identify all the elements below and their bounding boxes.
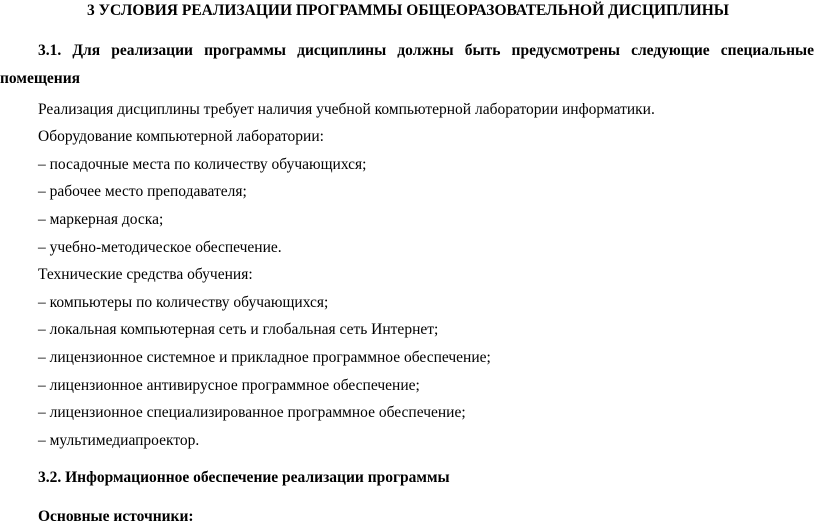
paragraph-requirement: Реализация дисциплины требует наличия учебной компьютерной лаборатории информатики. [38,101,655,118]
equipment-heading: Оборудование компьютерной лаборатории: [38,128,324,145]
list-item: – лицензионное специализированное программное обеспечение; [38,404,466,421]
list-item: – посадочные места по количеству обучающихся; [38,156,367,173]
list-item: – рабочее место преподавателя; [38,183,247,200]
list-item: – локальная компьютерная сеть и глобальная сеть Интернет; [38,321,439,338]
list-item: – мультимедиапроектор. [38,432,200,449]
list-item: – учебно-методическое обеспечение. [38,239,282,256]
list-item: – лицензионное системное и прикладное программное обеспечение; [38,349,491,366]
list-item: – маркерная доска; [38,211,164,228]
section-3-2-heading: 3.2. Информационное обеспечение реализации программы [38,469,450,486]
list-item: – лицензионное антивирусное программное обеспечение; [38,377,420,394]
page-title: 3 УСЛОВИЯ РЕАЛИЗАЦИИ ПРОГРАММЫ ОБЩЕОРАЗОВАТЕЛЬНОЙ ДИСЦИПЛИНЫ [86,2,729,19]
section-3-1-heading: 3.1. Для реализации программы дисциплины должны быть предусмотрены следующие специальные [38,42,814,59]
section-3-1-heading-continuation: помещения [0,70,81,87]
technical-means-heading: Технические средства обучения: [38,266,253,283]
list-item: – компьютеры по количеству обучающихся; [38,294,329,311]
main-sources-heading: Основные источники: [38,508,194,525]
